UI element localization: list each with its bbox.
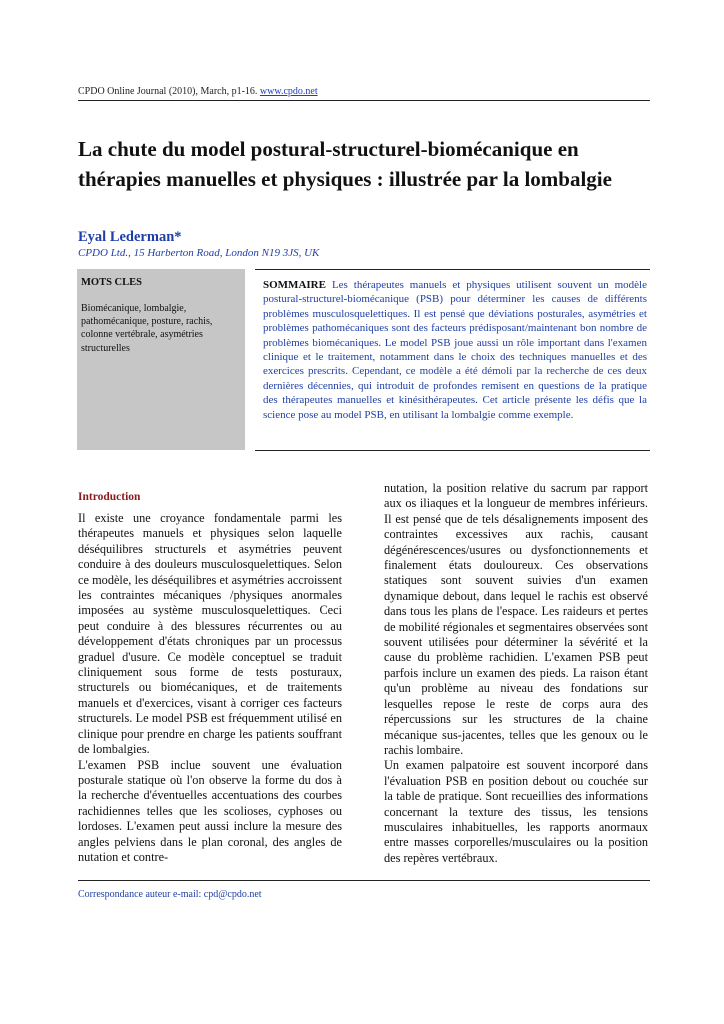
body-paragraph: nutation, la position relative du sacrum par rapport aux os iliaques et la longueur de membres inférieurs. Il est pensé que de tels désalignements imposent des contraintes excessives aux rachis, causant dégénérescences/usures ou dysfonctionnements et finalement états douloureux. Ces observations statiques sont souvent suivies d'un examen dynamique debout, dans lequel le rachis est observé dans tous les plans de l'espace. Les raideurs et pertes de mobilité régionales et segmentaires observées sont souvent utilisées pour déterminer la sévérité et la cause du problème rachidien. L'examen PSB peut parfois inclure un examen des pieds. La raison étant qu'un problème au niveau des fondations sur lesquelles repose le reste de corps aura des répercussions sur les structures de la chaine mécanique sus-jacentes, telles que les genoux ou le rachis lombaire. xyxy=(384,481,648,757)
author-affiliation: CPDO Ltd., 15 Harberton Road, London N19 3JS, UK xyxy=(78,247,320,259)
keywords-heading: MOTS CLES xyxy=(81,277,142,288)
body-paragraph: Il existe une croyance fondamentale parmi les thérapeutes manuels et physiques selon laquelle déséquilibres structurels et asymétries peuvent conduire à des douleurs musculosquelettiques. Selon ce modèle, les déséquilibres et asymétries accroissent les contraintes mécaniques /physiques anormales imposées au système musculosquelettiques. Ceci peut conduire à des blessures récurrentes ou au développement d'états chroniques par un processus graduel d'usure. Ce modèle conceptuel se traduit cliniquement sous forme de tests posturaux, structurels ou biomécaniques, et de traitements manuels et d'exercices, visant à corriger ces facteurs structurels. Le model PSB est fréquemment utilisé en clinique pour prendre en charge les patients souffrant de lombalgies. xyxy=(78,511,342,757)
correspondence-note: Correspondance auteur e-mail: cpd@cpdo.net xyxy=(78,889,262,900)
journal-link[interactable]: www.cpdo.net xyxy=(259,86,318,97)
body-column-left xyxy=(78,490,342,865)
summary-text: Les thérapeutes manuels et physiques utilisent souvent un modèle postural-structurel-biomécanique (PSB) pour déterminer les causes de différents problèmes musculosquelettiques. Il est pensé que déviations posturales, asymétries et problèmes pathomécaniques sont des facteurs prédisposant/maintenant bon nombre de problèmes biomécaniques. Le model PSB joue aussi un rôle important dans l'examen clinique et le traitement, notamment dans le choix des techniques manuelles et des exercices prescrits. Cependant, ce modèle a été démoli par la recherche de ces deux dernières décennies, qui introduit de profondes remisent en questions de la pratique des thérapeutes manuelles et kinésithérapeutes. Cet article présente les défis que la science pose au model PSB, en utilisant la lombalgie comme exemple. xyxy=(263,279,647,421)
summary-label: SOMMAIRE xyxy=(263,279,326,291)
keywords-box xyxy=(77,269,245,450)
journal-header xyxy=(78,86,650,97)
author-name: Eyal Lederman* xyxy=(78,229,182,245)
body-column-right xyxy=(384,481,648,866)
header-divider xyxy=(78,100,650,101)
summary-block xyxy=(263,278,647,422)
journal-citation: CPDO Online Journal (2010), March, p1-16. xyxy=(78,86,258,97)
body-paragraph: L'examen PSB inclue souvent une évaluation posturale statique où l'on observe la forme du dos à la recherche d'éventuelles accentuations des courbes rachidiennes telles que les scolioses, cyphoses ou lordoses. L'examen peut aussi inclure la mesure des angles pelviens dans le plan coronal, des angles de nutation et contre- xyxy=(78,757,342,864)
footer-divider xyxy=(78,880,650,881)
article-title: La chute du model postural-structurel-biomécanique en thérapies manuelles et physiques : illustrée par la lombalgie xyxy=(78,137,612,191)
summary-top-divider xyxy=(255,269,650,270)
body-paragraph: Un examen palpatoire est souvent incorporé dans l'évaluation PSB en position debout ou couchée sur la table de pratique. Sont recueillies des informations concernant la texture des tissus, les tensions musculaires inhabituelles, les rapports anormaux entre masses corporelles/musculaires ou la position des repères vertébraux. xyxy=(384,758,648,865)
keywords-text: Biomécanique, lombalgie, pathomécanique, posture, rachis, colonne vertébrale, asymétries structurelles xyxy=(81,303,213,354)
intro-heading: Introduction xyxy=(78,491,141,503)
summary-bottom-divider xyxy=(255,450,650,451)
